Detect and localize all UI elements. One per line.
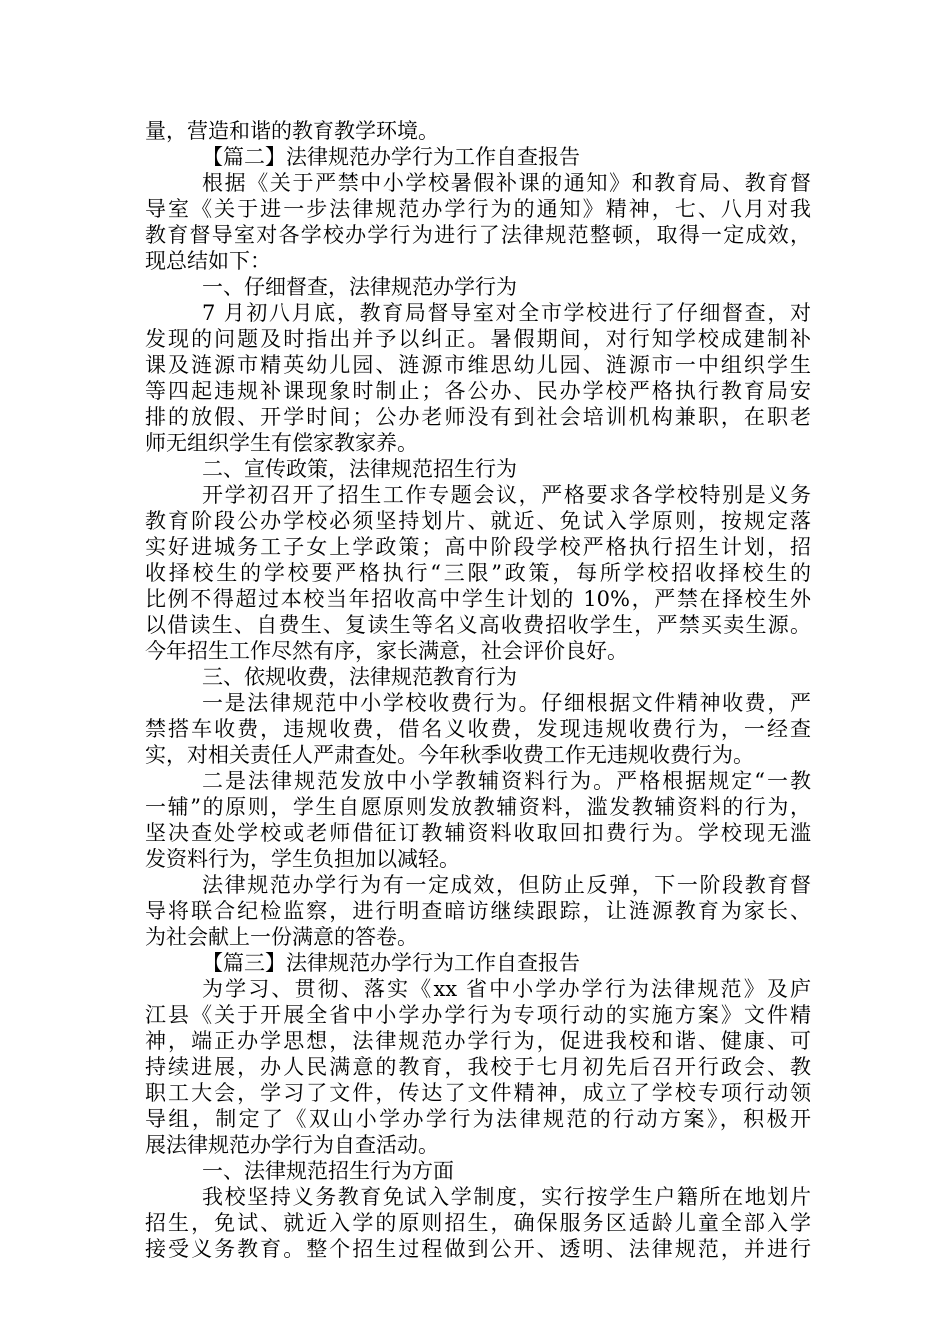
text-line: 收择校生的学校要严格执行“三限”政策，每所学校招收择校生的 [145, 561, 811, 585]
text-line: 等四起违规补课现象时制止；各公办、民办学校严格执行教育局安 [145, 379, 811, 403]
text-line: 7 月初八月底，教育局督导室对全市学校进行了仔细督查，对 [202, 301, 811, 325]
text-line: 导将联合纪检监察，进行明查暗访继续跟踪，让涟源教育为家长、 [145, 899, 811, 923]
subheading: 三、依规收费，法律规范教育行为 [202, 665, 517, 689]
text-line: 招生，免试、就近入学的原则招生，确保服务区适龄儿童全部入学 [145, 1211, 811, 1235]
text-line: 法律规范办学行为有一定成效，但防止反弹，下一阶段教育督 [202, 873, 811, 897]
text-line: 导组，制定了《双山小学办学行为法律规范的行动方案》，积极开 [145, 1107, 811, 1131]
text-line: 今年招生工作尽然有序，家长满意，社会评价良好。 [145, 639, 628, 663]
text-line: 接受义务教育。整个招生过程做到公开、透明、法律规范，并进行 [145, 1237, 811, 1261]
text-line: 导室《关于进一步法律规范办学行为的通知》精神，七、八月对我 [145, 197, 811, 221]
text-line: 持续进展，办人民满意的教育，我校于七月初先后召开行政会、教 [145, 1055, 811, 1079]
text-line: 量，营造和谐的教育教学环境。 [145, 119, 439, 143]
text-line: 发现的问题及时指出并予以纠正。暑假期间，对行知学校成建制补 [145, 327, 811, 351]
text-line: 一辅”的原则，学生自愿原则发放教辅资料，滥发教辅资料的行为， [145, 795, 811, 819]
subheading: 一、法律规范招生行为方面 [202, 1159, 454, 1183]
text-line: 发资料行为，学生负担加以减轻。 [145, 847, 460, 871]
text-line: 为社会献上一份满意的答卷。 [145, 925, 418, 949]
text-line: 我校坚持义务教育免试入学制度，实行按学生户籍所在地划片 [202, 1185, 811, 1209]
text-line: 排的放假、开学时间；公办老师没有到社会培训机构兼职，在职老 [145, 405, 811, 429]
text-line: 神，端正办学思想，法律规范办学行为，促进我校和谐、健康、可 [145, 1029, 811, 1053]
text-line: 职工大会，学习了文件，传达了文件精神，成立了学校专项行动领 [145, 1081, 811, 1105]
text-line: 禁搭车收费，违规收费，借名义收费，发现违规收费行为，一经查 [145, 717, 811, 741]
text-line: 教育督导室对各学校办学行为进行了法律规范整顿，取得一定成效， [145, 223, 811, 247]
section-heading-part2: 【篇二】法律规范办学行为工作自查报告 [202, 145, 580, 169]
section-heading-part3: 【篇三】法律规范办学行为工作自查报告 [202, 951, 580, 975]
text-line: 开学初召开了招生工作专题会议，严格要求各学校特别是义务 [202, 483, 811, 507]
text-line: 为学习、贯彻、落实《xx 省中小学办学行为法律规范》及庐 [202, 977, 811, 1001]
subheading: 一、仔细督查，法律规范办学行为 [202, 275, 517, 299]
subheading: 二、宣传政策，法律规范招生行为 [202, 457, 517, 481]
text-line: 教育阶段公办学校必须坚持划片、就近、免试入学原则，按规定落 [145, 509, 811, 533]
text-line: 实好进城务工子女上学政策；高中阶段学校严格执行招生计划，招 [145, 535, 811, 559]
text-line: 二是法律规范发放中小学教辅资料行为。严格根据规定“一教 [202, 769, 811, 793]
text-line: 江县《关于开展全省中小学办学行为专项行动的实施方案》文件精 [145, 1003, 811, 1027]
text-line: 坚决查处学校或老师借征订教辅资料收取回扣费行为。学校现无滥 [145, 821, 811, 845]
text-line: 以借读生、自费生、复读生等名义高收费招收学生，严禁买卖生源。 [145, 613, 811, 637]
document-body [145, 118, 811, 1262]
text-line: 师无组织学生有偿家教家养。 [145, 431, 418, 455]
text-line: 一是法律规范中小学校收费行为。仔细根据文件精神收费，严 [202, 691, 811, 715]
text-line: 课及涟源市精英幼儿园、涟源市维思幼儿园、涟源市一中组织学生 [145, 353, 811, 377]
text-line: 实，对相关责任人严肃查处。今年秋季收费工作无违规收费行为。 [145, 743, 754, 767]
text-line: 比例不得超过本校当年招收高中学生计划的 10%，严禁在择校生外 [145, 587, 811, 611]
text-line: 展法律规范办学行为自查活动。 [145, 1133, 439, 1157]
text-line: 根据《关于严禁中小学校暑假补课的通知》和教育局、教育督 [202, 171, 811, 195]
text-line: 现总结如下： [145, 249, 271, 273]
